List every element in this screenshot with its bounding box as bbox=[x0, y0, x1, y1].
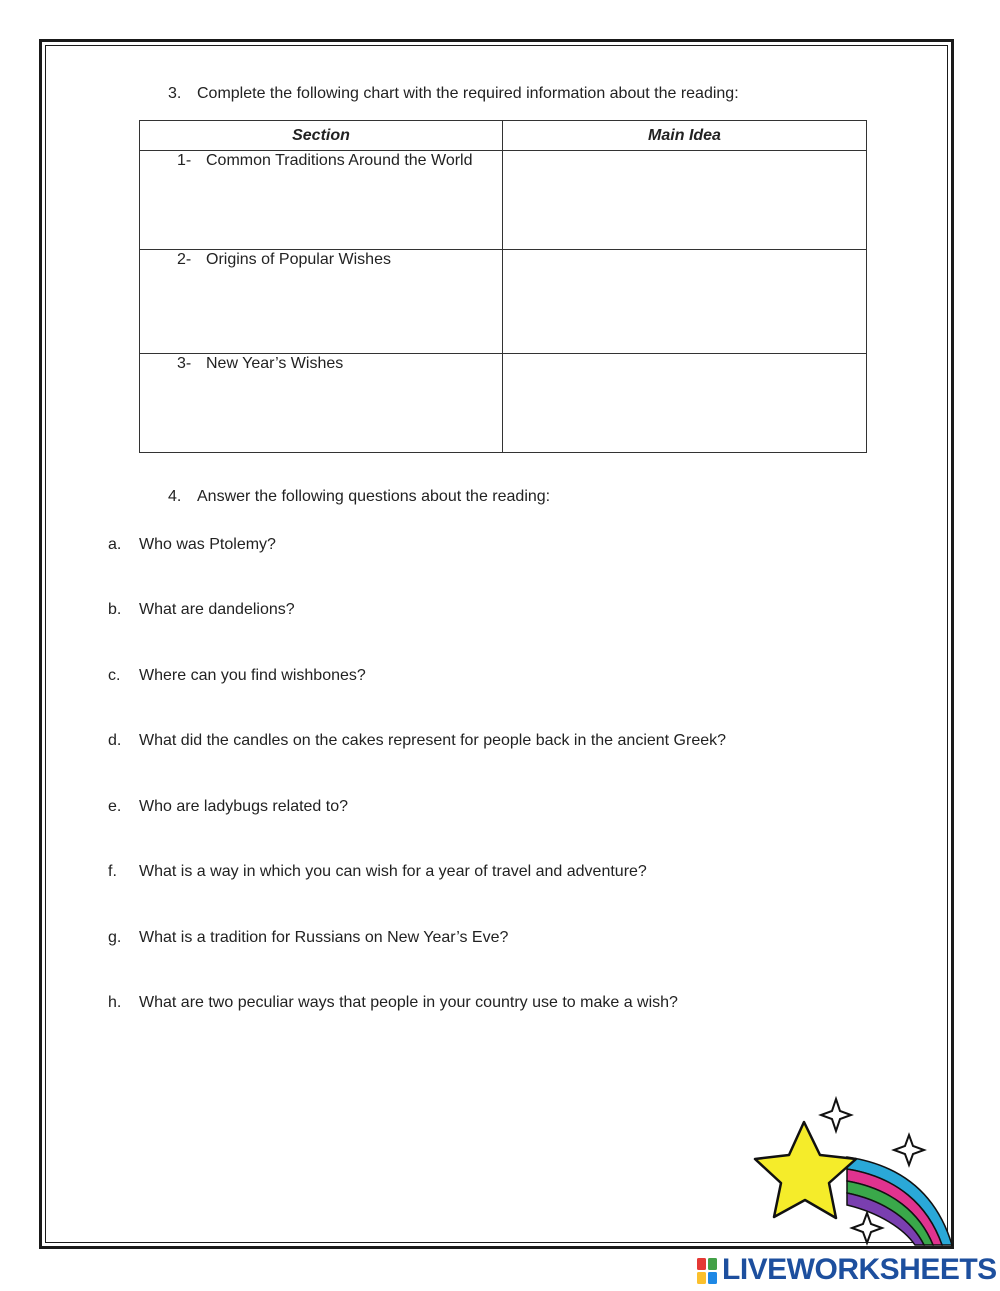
row-section: Origins of Popular Wishes bbox=[206, 251, 391, 268]
main-idea-answer-cell[interactable] bbox=[503, 354, 867, 453]
brand-name: LIVEWORKSHEETS bbox=[722, 1253, 997, 1286]
row-number: 3- bbox=[177, 355, 192, 372]
row-section: New Year’s Wishes bbox=[206, 355, 344, 372]
table-row bbox=[140, 151, 867, 250]
question-letter: c. bbox=[108, 667, 121, 684]
row-section: Common Traditions Around the World bbox=[206, 152, 473, 169]
question-letter: h. bbox=[108, 994, 122, 1011]
question-text: Who was Ptolemy? bbox=[139, 536, 276, 553]
section-main-idea-chart bbox=[139, 120, 867, 453]
row-number: 1- bbox=[177, 152, 192, 169]
question-letter: f. bbox=[108, 863, 117, 880]
main-idea-answer-cell[interactable] bbox=[503, 250, 867, 354]
header-section: Section bbox=[140, 121, 503, 151]
live-blocks-icon bbox=[697, 1258, 717, 1284]
question-4-number: 4. bbox=[168, 488, 182, 505]
question-text: What is a tradition for Russians on New Year’s Eve? bbox=[139, 929, 509, 946]
question-3-number: 3. bbox=[168, 85, 182, 102]
question-4-instruction: Answer the following questions about the reading: bbox=[197, 488, 551, 505]
table-row bbox=[140, 354, 867, 453]
question-letter: g. bbox=[108, 929, 122, 946]
question-text: What are two peculiar ways that people in your country use to make a wish? bbox=[139, 994, 678, 1011]
liveworksheets-logo bbox=[697, 1253, 997, 1286]
question-letter: b. bbox=[108, 601, 122, 618]
question-text: Who are ladybugs related to? bbox=[139, 798, 349, 815]
header-main-idea: Main Idea bbox=[503, 121, 867, 151]
table-row bbox=[140, 250, 867, 354]
question-text: Where can you find wishbones? bbox=[139, 667, 366, 684]
shooting-star-icon bbox=[752, 1095, 957, 1250]
question-letter: d. bbox=[108, 732, 122, 749]
question-text: What is a way in which you can wish for a year of travel and adventure? bbox=[139, 863, 647, 880]
question-text: What are dandelions? bbox=[139, 601, 295, 618]
question-letter: a. bbox=[108, 536, 122, 553]
question-text: What did the candles on the cakes represent for people back in the ancient Greek? bbox=[139, 732, 727, 749]
question-3-instruction: Complete the following chart with the required information about the reading: bbox=[197, 85, 739, 102]
main-idea-answer-cell[interactable] bbox=[503, 151, 867, 250]
question-letter: e. bbox=[108, 798, 122, 815]
row-number: 2- bbox=[177, 251, 192, 268]
